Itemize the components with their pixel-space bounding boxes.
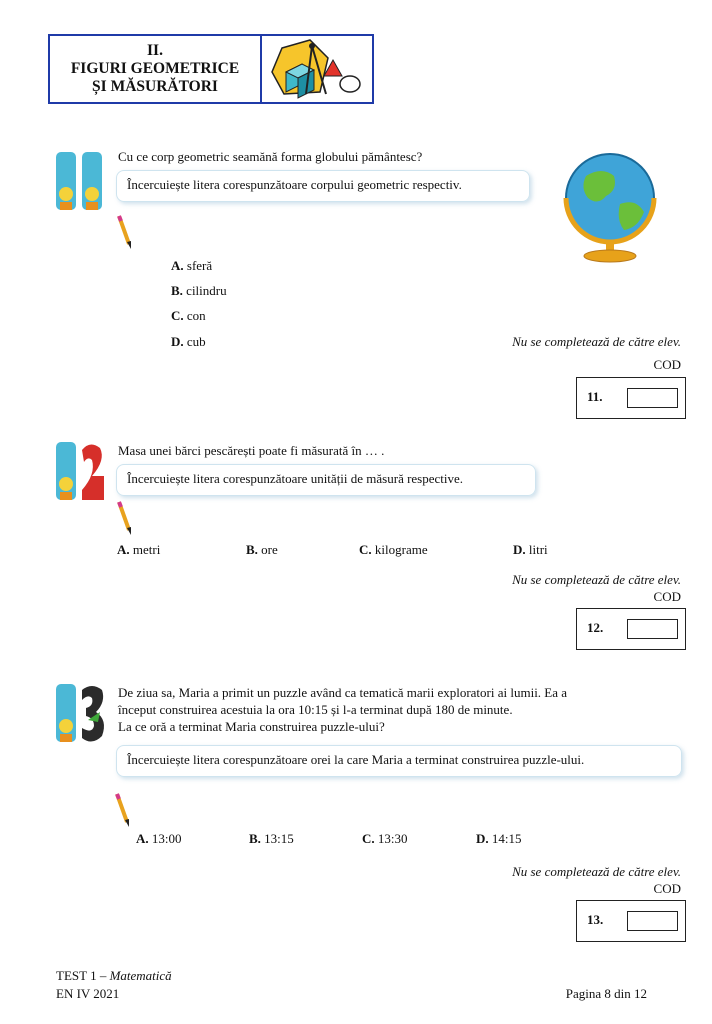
footer-test-name: TEST 1 – Matematică (56, 968, 172, 983)
question-number-11 (52, 150, 110, 216)
question-11-text: Cu ce corp geometric seamănă forma globului pământesc? (118, 149, 423, 164)
q12-option-b[interactable]: B. ore (246, 542, 278, 557)
question-number-13 (52, 682, 110, 748)
question-number-12 (52, 440, 110, 506)
pencil-icon (117, 214, 133, 255)
section-title-line1: FIGURI GEOMETRICE (70, 60, 240, 77)
q12-code-box (576, 608, 686, 650)
q11-option-a[interactable]: A. sferă (171, 258, 213, 273)
q13-option-a[interactable]: A. 13:00 (136, 831, 182, 846)
question-12-text: Masa unei bărci pescărești poate fi măsurată în … . (118, 443, 385, 458)
section-number: II. (147, 42, 163, 59)
section-header (48, 34, 374, 104)
question-13-text (118, 684, 684, 735)
question-13-line3: La ce oră a terminat Maria construirea puzzle-ului? (118, 719, 385, 734)
q11-code-box (576, 377, 686, 419)
q11-option-d[interactable]: D. cub (171, 334, 206, 349)
section-title-line2: ȘI MĂSURĂTORI (92, 78, 218, 95)
section-title (50, 36, 262, 102)
q11-teacher-note: Nu se completează de către elev. (512, 334, 681, 349)
q13-code-field (627, 911, 678, 931)
question-13-instruction: Încercuiește litera corespunzătoare orei la care Maria a terminat construirea puzzle-ului. (116, 745, 682, 777)
q11-code-label: 11. (587, 389, 603, 404)
q13-cod-label: COD (653, 881, 681, 896)
q13-code-box (576, 900, 686, 942)
q12-code-field (627, 619, 678, 639)
footer-page-number: Pagina 8 din 12 (565, 986, 647, 1001)
question-13-line2: început construirea acestuia la ora 10:15 și l-a terminat după 180 de minute. (118, 702, 513, 717)
footer-exam: EN IV 2021 (56, 986, 120, 1001)
q11-cod-label: COD (653, 357, 681, 372)
q12-code-label: 12. (587, 620, 604, 635)
question-13-line1: De ziua sa, Maria a primit un puzzle având ca tematică marii exploratori ai lumii. Ea a (118, 685, 568, 700)
question-12-instruction: Încercuiește litera corespunzătoare unității de măsură respective. (116, 464, 536, 496)
q11-code-field (627, 388, 678, 408)
q12-option-a[interactable]: A. metri (117, 542, 161, 557)
q13-option-c[interactable]: C. 13:30 (362, 831, 408, 846)
q11-option-c[interactable]: C. con (171, 308, 206, 323)
q13-teacher-note: Nu se completează de către elev. (512, 864, 681, 879)
q13-option-b[interactable]: B. 13:15 (249, 831, 294, 846)
q12-teacher-note: Nu se completează de către elev. (512, 572, 681, 587)
q12-option-d[interactable]: D. litri (513, 542, 548, 557)
q12-cod-label: COD (653, 589, 681, 604)
pencil-icon (115, 792, 131, 833)
q13-option-d[interactable]: D. 14:15 (476, 831, 522, 846)
q13-code-label: 13. (587, 912, 604, 927)
question-11-instruction: Încercuiește litera corespunzătoare corpului geometric respectiv. (116, 170, 530, 202)
q12-option-c[interactable]: C. kilograme (359, 542, 428, 557)
geometry-illustration (262, 36, 372, 102)
globe-icon (558, 146, 662, 271)
q11-option-b[interactable]: B. cilindru (171, 283, 227, 298)
pencil-icon (117, 500, 133, 541)
